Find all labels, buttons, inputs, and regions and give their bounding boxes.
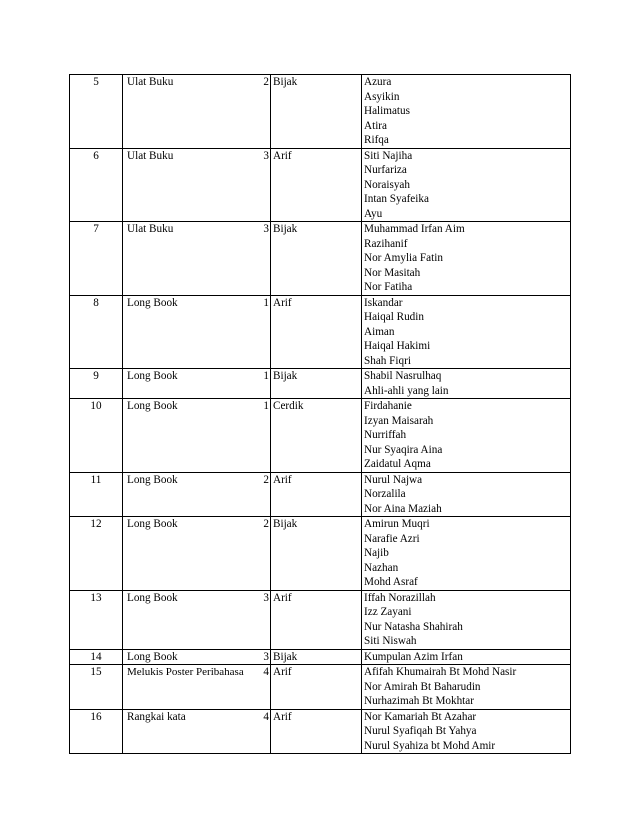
row-number: 14 <box>70 649 123 665</box>
activity-name: Long Book <box>123 472 261 517</box>
class-name: Arif <box>271 709 362 754</box>
member-name: Zaidatul Aqma <box>364 458 431 470</box>
member-name: Nurriffah <box>364 429 407 441</box>
member-name: Haiqal Rudin <box>364 311 424 323</box>
row-number: 5 <box>70 75 123 149</box>
class-name: Bijak <box>271 517 362 591</box>
activity-name: Long Book <box>123 295 261 369</box>
member-name: Rifqa <box>364 134 389 146</box>
member-list <box>362 649 571 665</box>
member-name: Norzalila <box>364 488 406 500</box>
activity-name: Long Book <box>123 369 261 399</box>
year-level: 1 <box>261 295 271 369</box>
member-name: Nor Amirah Bt Baharudin <box>364 680 481 693</box>
activity-name: Long Book <box>123 517 261 591</box>
year-level: 1 <box>261 369 271 399</box>
member-name: Intan Syafeika <box>364 193 429 205</box>
class-name: Bijak <box>271 75 362 149</box>
activity-name: Long Book <box>123 590 261 649</box>
member-name: Nur Syaqira Aina <box>364 443 443 456</box>
table-row <box>70 517 571 591</box>
member-name: Halimatus <box>364 105 410 117</box>
class-name: Arif <box>271 665 362 710</box>
activity-table <box>69 74 571 754</box>
table-row <box>70 399 571 473</box>
year-level: 3 <box>261 590 271 649</box>
member-list <box>362 472 571 517</box>
member-name: Nur Natasha Shahirah <box>364 620 463 633</box>
table-row <box>70 75 571 149</box>
member-name: Siti Najiha <box>364 149 413 162</box>
member-name: Aiman <box>364 325 395 338</box>
member-name: Nor Masitah <box>364 266 421 279</box>
activity-name: Ulat Buku <box>123 75 261 149</box>
activity-name: Melukis Poster Peribahasa <box>123 665 261 710</box>
member-name: Afifah Khumairah Bt Mohd Nasir <box>364 666 517 678</box>
table-row <box>70 295 571 369</box>
member-name: Izz Zayani <box>364 606 412 618</box>
member-name: Shah Fiqri <box>364 354 411 367</box>
member-name: Nor Kamariah Bt Azahar <box>364 710 477 723</box>
member-name: Muhammad Irfan Aim <box>364 223 465 235</box>
member-list <box>362 148 571 222</box>
member-name: Firdahanie <box>364 400 412 412</box>
table-row <box>70 472 571 517</box>
activity-name: Long Book <box>123 399 261 473</box>
member-name: Kumpulan Azim Irfan <box>364 650 463 663</box>
class-name: Bijak <box>271 649 362 665</box>
member-list <box>362 369 571 399</box>
row-number: 8 <box>70 295 123 369</box>
member-list <box>362 590 571 649</box>
table-row <box>70 590 571 649</box>
member-list <box>362 709 571 754</box>
member-name: Shabil Nasrulhaq <box>364 370 442 382</box>
year-level: 2 <box>261 75 271 149</box>
row-number: 9 <box>70 369 123 399</box>
table-row <box>70 665 571 710</box>
member-list <box>362 75 571 149</box>
year-level: 2 <box>261 472 271 517</box>
member-name: Haiqal Hakimi <box>364 340 431 352</box>
class-name: Arif <box>271 295 362 369</box>
activity-name: Long Book <box>123 649 261 665</box>
member-list <box>362 295 571 369</box>
member-name: Narafie Azri <box>364 532 420 545</box>
member-name: Asyikin <box>364 90 400 103</box>
year-level: 1 <box>261 399 271 473</box>
year-level: 3 <box>261 649 271 665</box>
member-name: Nurul Syahiza bt Mohd Amir <box>364 739 496 752</box>
year-level: 4 <box>261 665 271 710</box>
member-name: Mohd Asraf <box>364 576 418 588</box>
member-name: Nor Amylia Fatin <box>364 252 443 264</box>
table-row <box>70 709 571 754</box>
class-name: Bijak <box>271 369 362 399</box>
activity-name: Rangkai kata <box>123 709 261 754</box>
member-list <box>362 399 571 473</box>
row-number: 11 <box>70 472 123 517</box>
member-name: Noraisyah <box>364 178 410 191</box>
member-name: Ahli-ahli yang lain <box>364 384 449 397</box>
table-row <box>70 649 571 665</box>
member-name: Nurul Najwa <box>364 473 423 486</box>
member-name: Nor Fatiha <box>364 281 413 293</box>
member-list <box>362 517 571 591</box>
activity-name: Ulat Buku <box>123 148 261 222</box>
row-number: 13 <box>70 590 123 649</box>
table-row <box>70 369 571 399</box>
member-name: Nurul Syafiqah Bt Yahya <box>364 725 477 737</box>
table-body <box>70 75 571 754</box>
row-number: 6 <box>70 148 123 222</box>
class-name: Bijak <box>271 222 362 296</box>
member-name: Iskandar <box>364 296 403 309</box>
row-number: 12 <box>70 517 123 591</box>
row-number: 15 <box>70 665 123 710</box>
member-name: Nurhazimah Bt Mokhtar <box>364 695 474 707</box>
member-name: Amirun Muqri <box>364 518 430 530</box>
table-row <box>70 148 571 222</box>
row-number: 7 <box>70 222 123 296</box>
member-name: Najib <box>364 547 389 559</box>
table-row <box>70 222 571 296</box>
member-name: Azura <box>364 76 392 88</box>
member-name: Ayu <box>364 207 383 220</box>
member-name: Razihanif <box>364 237 408 250</box>
member-name: Siti Niswah <box>364 635 417 647</box>
member-name: Izyan Maisarah <box>364 414 434 427</box>
year-level: 3 <box>261 222 271 296</box>
class-name: Arif <box>271 148 362 222</box>
member-list <box>362 665 571 710</box>
member-name: Iffah Norazillah <box>364 591 436 604</box>
member-name: Nor Aina Maziah <box>364 502 442 515</box>
row-number: 16 <box>70 709 123 754</box>
class-name: Arif <box>271 472 362 517</box>
member-name: Nazhan <box>364 561 399 574</box>
year-level: 4 <box>261 709 271 754</box>
class-name: Cerdik <box>271 399 362 473</box>
year-level: 2 <box>261 517 271 591</box>
member-list <box>362 222 571 296</box>
row-number: 10 <box>70 399 123 473</box>
member-name: Atira <box>364 119 387 132</box>
member-name: Nurfariza <box>364 164 407 176</box>
year-level: 3 <box>261 148 271 222</box>
activity-name: Ulat Buku <box>123 222 261 296</box>
class-name: Arif <box>271 590 362 649</box>
